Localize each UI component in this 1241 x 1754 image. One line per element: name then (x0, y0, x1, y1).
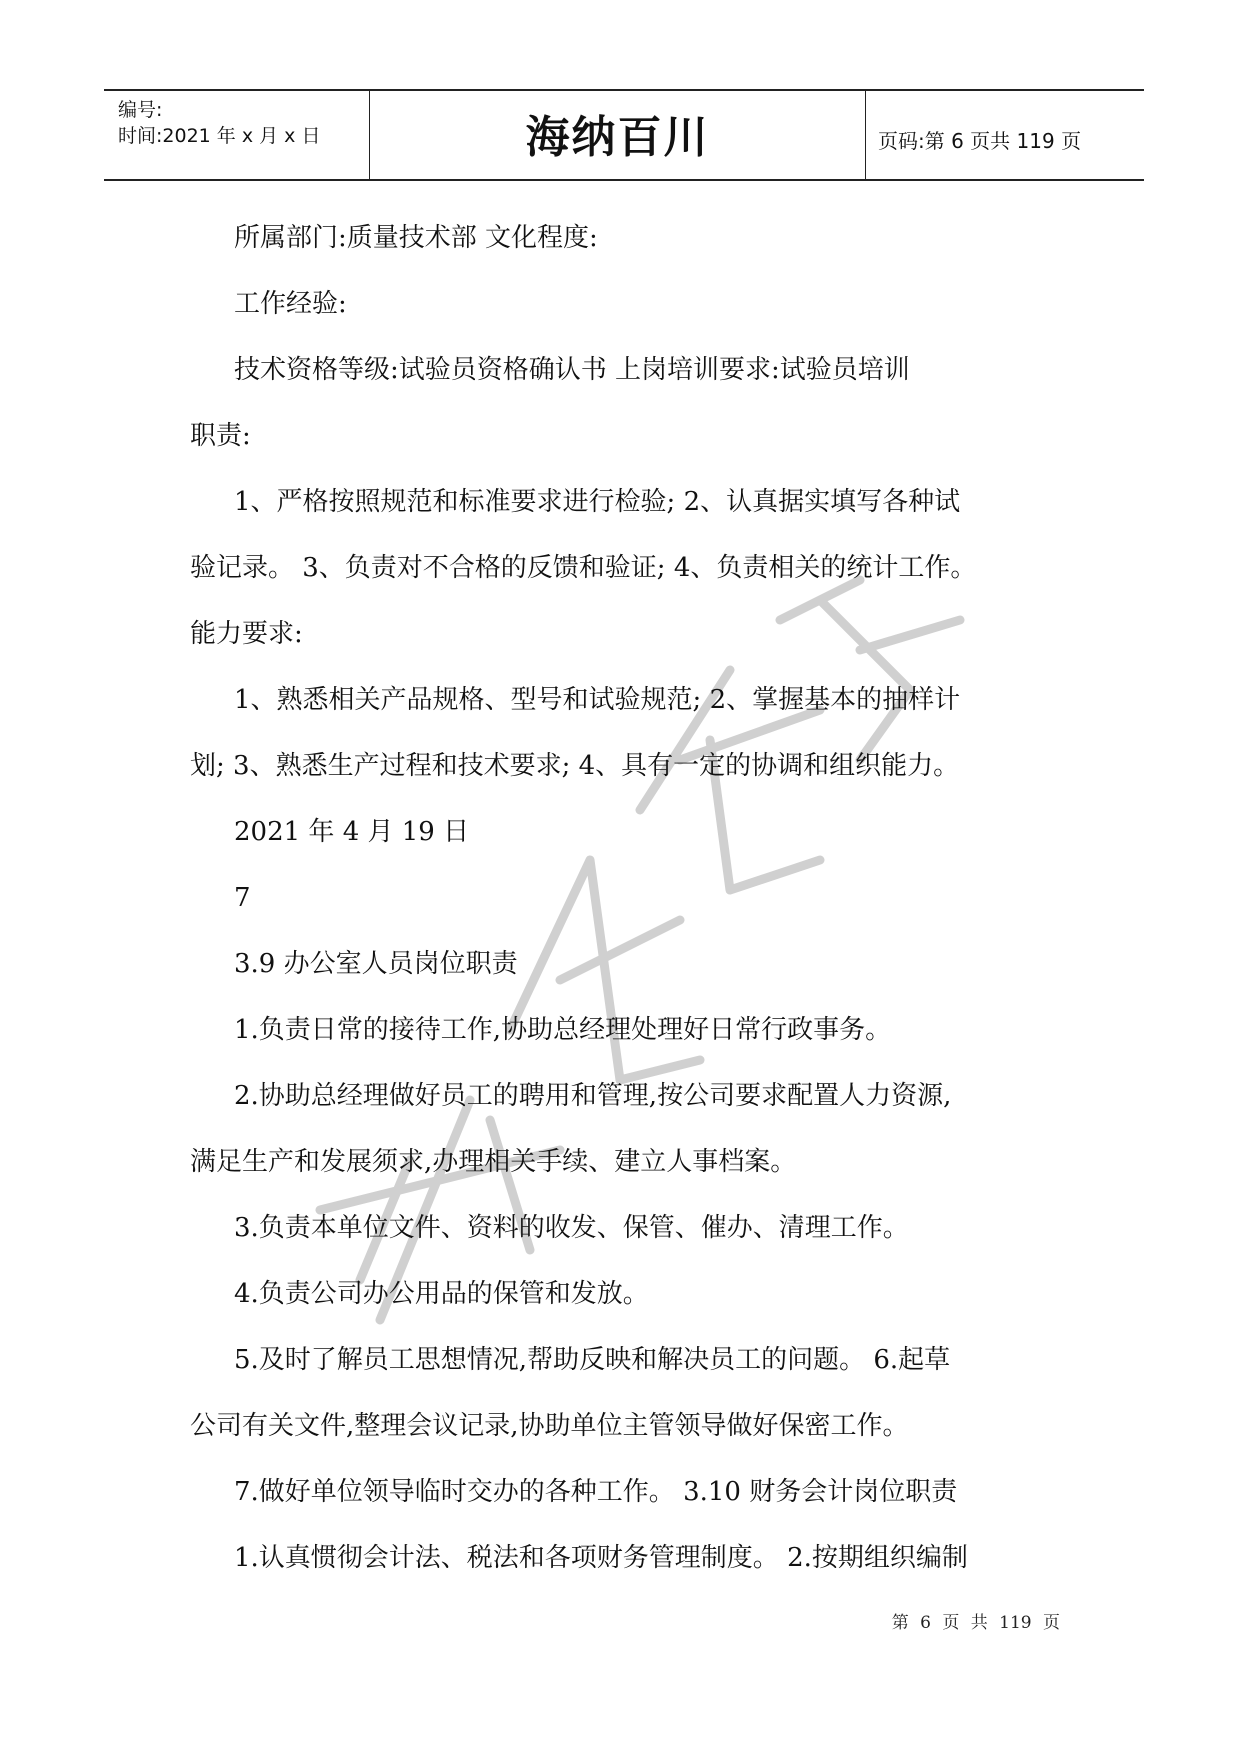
line-office-7: 7.做好单位领导临时交办的各种工作。 3.10 财务会计岗位职责 (234, 1477, 958, 1507)
line-duties-1: 1、严格按照规范和标准要求进行检验; 2、认真据实填写各种试 (234, 487, 961, 517)
line-ability-1: 1、熟悉相关产品规格、型号和试验规范; 2、掌握基本的抽样计 (234, 685, 961, 715)
line-ability-2: 划; 3、熟悉生产过程和技术要求; 4、具有一定的协调和组织能力。 (190, 751, 960, 781)
line-finance-1: 1.认真惯彻会计法、税法和各项财务管理制度。 2.按期组织编制 (234, 1543, 968, 1573)
line-section-3-9: 3.9 办公室人员岗位职责 (234, 949, 518, 979)
header-page-number: 页码:第 6 页共 119 页 (878, 129, 1082, 153)
time-label: 时间:2021 年 x 月 x 日 (118, 125, 321, 147)
line-experience: 工作经验: (234, 289, 347, 319)
page-footer: 第 6 页 共 119 页 (891, 1613, 1060, 1633)
line-office-2: 2.协助总经理做好员工的聘用和管理,按公司要求配置人力资源, (234, 1081, 952, 1111)
document-body (190, 205, 1060, 1591)
header-page-cell (866, 91, 1144, 179)
header-title-cell (370, 91, 866, 179)
line-date: 2021 年 4 月 19 日 (234, 817, 470, 847)
line-office-3: 3.负责本单位文件、资料的收发、保管、催办、清理工作。 (234, 1213, 909, 1243)
line-office-2-cont: 满足生产和发展须求,办理相关手续、建立人事档案。 (190, 1147, 797, 1177)
line-number: 7 (234, 883, 251, 913)
document-title: 海纳百川 (525, 112, 710, 163)
line-office-4: 4.负责公司办公用品的保管和发放。 (234, 1279, 649, 1309)
line-duties-heading: 职责: (190, 421, 251, 451)
header-left-cell (104, 91, 370, 179)
line-ability-heading: 能力要求: (190, 619, 303, 649)
line-qualification: 技术资格等级:试验员资格确认书 上岗培训要求:试验员培训 (234, 355, 910, 385)
page-header (104, 89, 1144, 181)
line-office-1: 1.负责日常的接待工作,协助总经理处理好日常行政事务。 (234, 1015, 892, 1045)
line-office-5: 5.及时了解员工思想情况,帮助反映和解决员工的问题。 6.起草 (234, 1345, 951, 1375)
serial-number-label: 编号: (118, 99, 163, 121)
line-duties-2: 验记录。 3、负责对不合格的反馈和验证; 4、负责相关的统计工作。 (190, 553, 977, 583)
line-department: 所属部门:质量技术部 文化程度: (234, 223, 598, 253)
line-office-6-cont: 公司有关文件,整理会议记录,协助单位主管领导做好保密工作。 (190, 1411, 909, 1441)
